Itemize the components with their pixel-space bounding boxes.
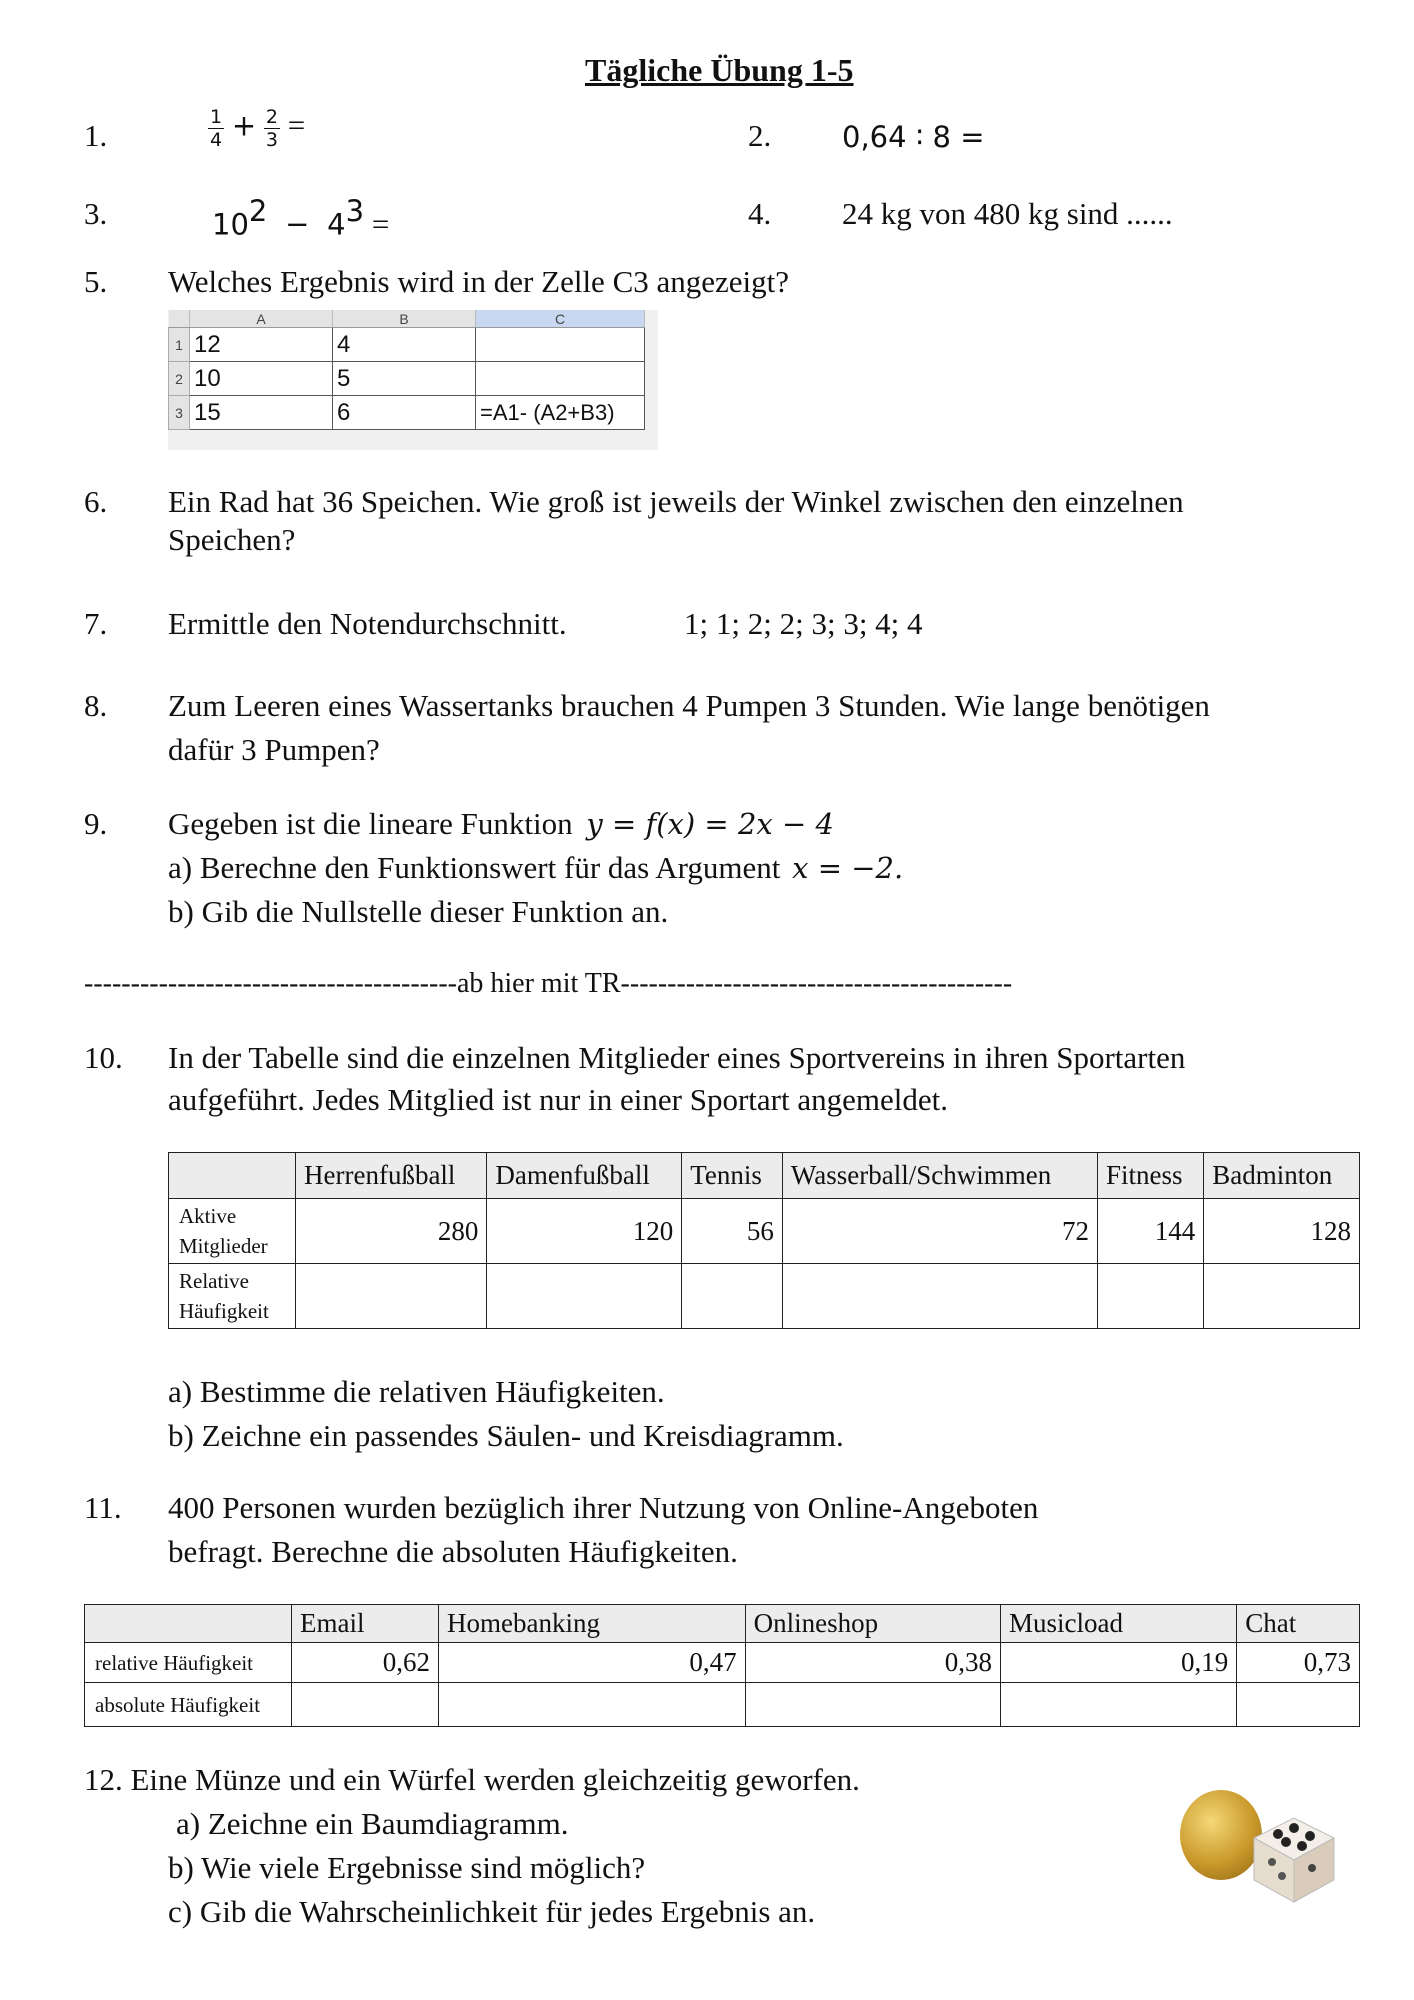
cell-c2	[476, 362, 645, 396]
task-11-number: 11.	[84, 1490, 122, 1525]
row-number: 3	[169, 396, 190, 430]
table-cell	[1204, 1264, 1360, 1329]
table-cell: 144	[1098, 1199, 1204, 1264]
task-12-part-a: a) Zeichne ein Baumdiagramm.	[176, 1806, 569, 1841]
task-9-number: 9.	[84, 806, 108, 841]
task-4-number: 4.	[748, 196, 772, 231]
task-5-text: Welches Ergebnis wird in der Zelle C3 angezeigt?	[168, 264, 790, 299]
table-cell	[1098, 1264, 1204, 1329]
spreadsheet-row	[169, 328, 645, 362]
column-header-a: A	[190, 310, 333, 328]
table-cell	[682, 1264, 783, 1329]
task-2-number: 2.	[748, 118, 772, 153]
task-9-argument: x = −2.	[792, 851, 904, 885]
cell-a2: 10	[190, 362, 333, 396]
task-11-line-2: befragt. Berechne die absoluten Häufigkeiten.	[168, 1534, 738, 1569]
table-cell	[292, 1683, 439, 1727]
table-header-cell: Badminton	[1204, 1153, 1360, 1199]
row-label-line-1: Relative	[179, 1269, 249, 1293]
cell-a3: 15	[190, 396, 333, 430]
column-header-b: B	[333, 310, 476, 328]
calculator-separator: ----------------------------------------ab hier mit TR------------------------------------------	[84, 968, 1013, 999]
table-cell: 0,47	[439, 1643, 746, 1683]
table-cell: 120	[487, 1199, 682, 1264]
table-cell	[1237, 1683, 1360, 1727]
task-10-part-a: a) Bestimme die relativen Häufigkeiten.	[168, 1374, 665, 1409]
fraction-1	[208, 106, 224, 151]
table-header-row	[169, 1153, 1360, 1199]
fraction-1-denominator: 4	[210, 129, 223, 151]
exponent-1: 2	[248, 194, 268, 228]
table-cell: 280	[296, 1199, 487, 1264]
task-3-number: 3.	[84, 196, 108, 231]
base-2: 4	[327, 207, 346, 242]
table-cell	[439, 1683, 746, 1727]
task-1-number: 1.	[84, 118, 108, 153]
spreadsheet-column-headers	[169, 310, 645, 328]
fraction-2-numerator: 2	[265, 106, 278, 128]
cell-c1	[476, 328, 645, 362]
table-header-cell: Fitness	[1098, 1153, 1204, 1199]
table-header-cell: Homebanking	[439, 1605, 746, 1643]
cell-a1: 12	[190, 328, 333, 362]
task-4-text: 24 kg von 480 kg sind ......	[842, 196, 1173, 231]
equals-sign: =	[287, 107, 306, 143]
task-8-number: 8.	[84, 688, 108, 723]
row-label	[169, 1199, 296, 1264]
cell-b1: 4	[333, 328, 476, 362]
online-usage-table	[84, 1604, 1360, 1727]
task-9-part-b: b) Gib die Nullstelle dieser Funktion an.	[168, 894, 669, 929]
table-cell	[296, 1264, 487, 1329]
task-10-part-b: b) Zeichne ein passendes Säulen- und Kreisdiagramm.	[168, 1418, 844, 1453]
task-8-line-2: dafür 3 Pumpen?	[168, 732, 380, 767]
task-9-intro	[168, 806, 834, 842]
spreadsheet-image	[168, 310, 658, 450]
row-number: 1	[169, 328, 190, 362]
table-cell: 0,19	[1000, 1643, 1236, 1683]
task-9-intro-text: Gegeben ist die lineare Funktion	[168, 806, 573, 841]
cell-c3: =A1- (A2+B3)	[476, 396, 645, 430]
table-cell: 72	[782, 1199, 1097, 1264]
task-10-line-1: In der Tabelle sind die einzelnen Mitglieder eines Sportvereins in ihren Sportarten	[168, 1040, 1186, 1075]
table-cell	[745, 1683, 1000, 1727]
task-11-line-1: 400 Personen wurden bezüglich ihrer Nutzung von Online-Angeboten	[168, 1490, 1039, 1525]
row-label-line-1: Aktive	[179, 1204, 237, 1228]
task-3-expression	[212, 196, 389, 242]
table-cell: 0,62	[292, 1643, 439, 1683]
table-header-cell: Chat	[1237, 1605, 1360, 1643]
exponent-2: 3	[345, 194, 365, 228]
row-label: relative Häufigkeit	[85, 1643, 292, 1683]
fraction-1-numerator: 1	[210, 106, 223, 128]
minus-sign: −	[285, 207, 310, 242]
sports-club-table	[168, 1152, 1360, 1329]
task-12-part-c: c) Gib die Wahrscheinlichkeit für jedes Ergebnis an.	[168, 1894, 816, 1929]
table-cell	[1000, 1683, 1236, 1727]
spreadsheet-row	[169, 362, 645, 396]
cell-b2: 5	[333, 362, 476, 396]
table-cell: 56	[682, 1199, 783, 1264]
task-9-function: y = f(x) = 2x − 4	[586, 807, 834, 841]
row-label-line-2: Mitglieder	[179, 1234, 268, 1258]
table-cell: 128	[1204, 1199, 1360, 1264]
spreadsheet-row	[169, 396, 645, 430]
task-5-number: 5.	[84, 264, 108, 299]
table-header-row	[85, 1605, 1360, 1643]
task-12-heading: 12. Eine Münze und ein Würfel werden gleichzeitig geworfen.	[84, 1762, 860, 1797]
task-9-part-a	[168, 850, 903, 886]
table-row	[85, 1683, 1360, 1727]
table-cell: 0,38	[745, 1643, 1000, 1683]
table-row	[169, 1264, 1360, 1329]
task-10-number: 10.	[84, 1040, 123, 1075]
task-2-expression: 0,64 ∶ 8 =	[842, 120, 985, 154]
plus-sign: +	[231, 108, 257, 143]
fraction-2	[264, 106, 280, 151]
table-header-cell: Damenfußball	[487, 1153, 682, 1199]
fraction-2-denominator: 3	[265, 129, 278, 151]
task-7-grades: 1; 1; 2; 2; 3; 3; 4; 4	[684, 606, 923, 641]
table-header-cell: Tennis	[682, 1153, 783, 1199]
table-header-cell: Email	[292, 1605, 439, 1643]
task-1-expression	[208, 106, 305, 151]
table-corner-cell	[169, 1153, 296, 1199]
cell-b3: 6	[333, 396, 476, 430]
row-label	[169, 1264, 296, 1329]
task-7-number: 7.	[84, 606, 108, 641]
corner-cell	[169, 310, 190, 328]
table-cell	[487, 1264, 682, 1329]
task-8-line-1: Zum Leeren eines Wassertanks brauchen 4 Pumpen 3 Stunden. Wie lange benötigen	[168, 688, 1210, 723]
task-9-part-a-text: a) Berechne den Funktionswert für das Argument	[168, 850, 781, 885]
base-1: 10	[212, 207, 249, 242]
task-12-part-b: b) Wie viele Ergebnisse sind möglich?	[168, 1850, 646, 1885]
table-cell: 0,73	[1237, 1643, 1360, 1683]
table-header-cell: Onlineshop	[745, 1605, 1000, 1643]
table-header-cell: Musicload	[1000, 1605, 1236, 1643]
table-header-cell: Wasserball/Schwimmen	[782, 1153, 1097, 1199]
equals-sign: =	[371, 206, 390, 242]
table-cell	[782, 1264, 1097, 1329]
table-header-cell: Herrenfußball	[296, 1153, 487, 1199]
row-label-line-2: Häufigkeit	[179, 1299, 269, 1323]
table-corner-cell	[85, 1605, 292, 1643]
task-6-number: 6.	[84, 484, 108, 519]
task-10-line-2: aufgeführt. Jedes Mitglied ist nur in einer Sportart angemeldet.	[168, 1082, 948, 1117]
task-6-line-1: Ein Rad hat 36 Speichen. Wie groß ist jeweils der Winkel zwischen den einzelnen	[168, 484, 1184, 519]
table-row	[85, 1643, 1360, 1683]
table-row	[169, 1199, 1360, 1264]
dice-icon	[1242, 1810, 1342, 1905]
task-7-text: Ermittle den Notendurchschnitt.	[168, 606, 567, 641]
row-number: 2	[169, 362, 190, 396]
column-header-c: C	[476, 310, 645, 328]
page-title: Tägliche Übung 1-5	[585, 52, 854, 88]
task-6-line-2: Speichen?	[168, 522, 296, 557]
row-label: absolute Häufigkeit	[85, 1683, 292, 1727]
